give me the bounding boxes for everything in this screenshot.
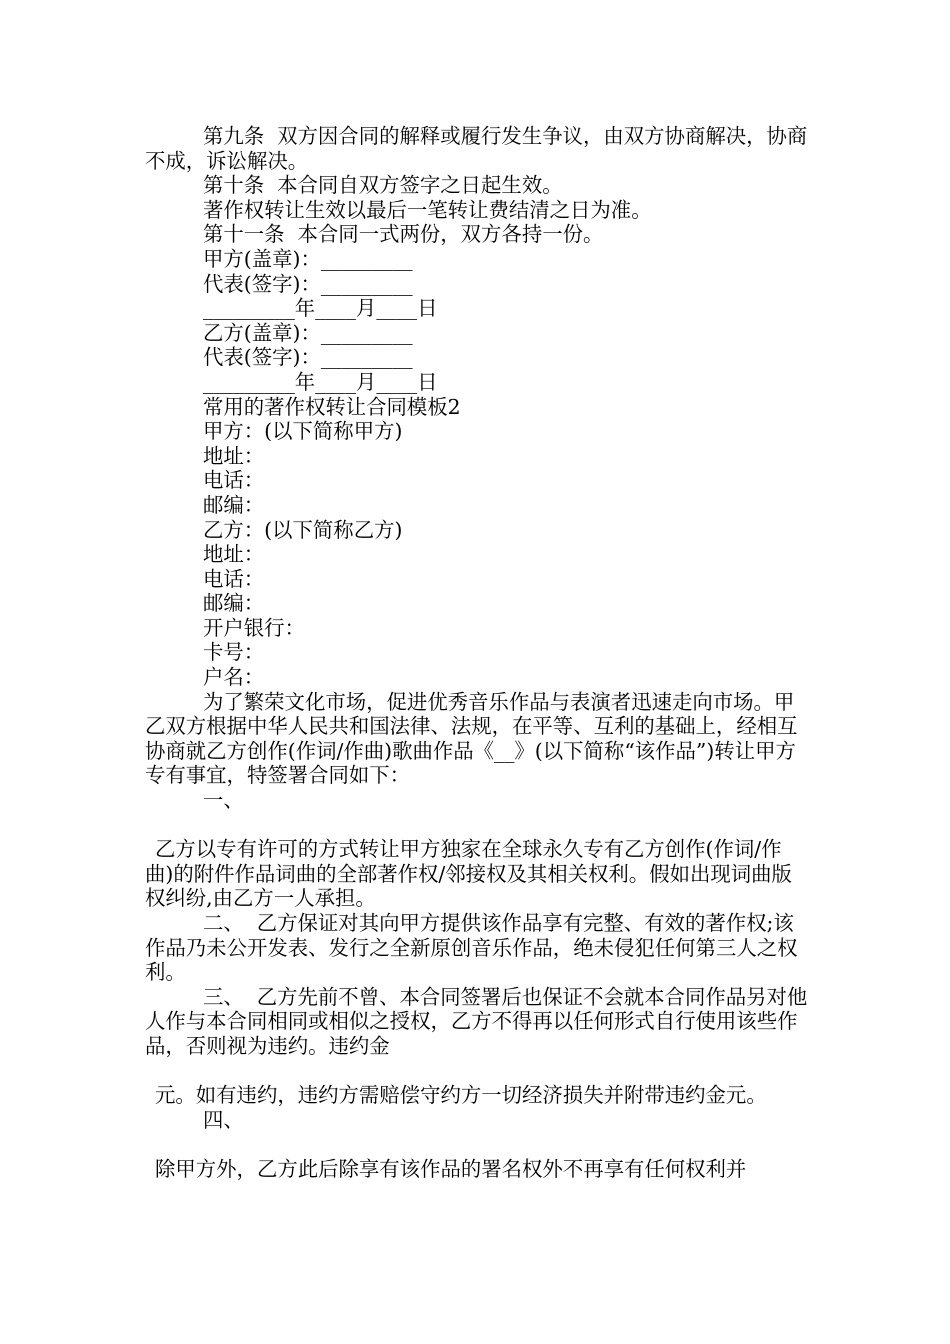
card-number-field: 卡号：: [203, 640, 265, 665]
party-a-address: 地址：: [203, 443, 265, 468]
article-9: 第九条 双方因合同的解释或履行发生争议，由双方协商解决，协商不成，诉讼解决。: [145, 124, 808, 173]
spacer: [145, 813, 809, 838]
clause-3-continuation: 元。如有违约，违约方需赔偿守约方一切经济损失并附带违约金元。: [155, 1083, 767, 1108]
party-b-heading: 乙方：(以下简称乙方): [203, 517, 403, 542]
clause-3: 三、 乙方先前不曾、本合同签署后也保证不会就本合同作品另对他人作与本合同相同或相似之授权，乙方不得再以任何形式自行使用该些作品，否则视为违约。违约金: [145, 984, 808, 1058]
clause-4-body: 除甲方外，乙方此后除享有该作品的署名权外不再享有任何权利并: [155, 1156, 747, 1181]
spacer: [145, 1132, 809, 1157]
party-a-date-line: _________年____月____日: [203, 296, 438, 321]
party-a-seal-line: 甲方(盖章)：_________: [203, 246, 413, 271]
article-10: 第十条 本合同自双方签字之日起生效。: [203, 173, 563, 198]
party-a-phone: 电话：: [203, 468, 265, 493]
clause-2: 二、 乙方保证对其向甲方提供该作品享有完整、有效的著作权;该作品乃未公开发表、发行之全新原创音乐作品，绝未侵犯任何第三人之权利。: [145, 911, 798, 985]
effective-date-clause: 著作权转让生效以最后一笔转让费结清之日为准。: [203, 197, 652, 222]
article-11: 第十一条 本合同一式两份，双方各持一份。: [203, 222, 604, 247]
clause-1-number: 一、: [203, 788, 244, 813]
spacer: [145, 1059, 809, 1084]
party-b-seal-line: 乙方(盖章)：_________: [203, 320, 413, 345]
preamble-paragraph: 为了繁荣文化市场，促进优秀音乐作品与表演者迅速走向市场。甲乙双方根据中华人民共和国法律、法规，在平等、互利的基础上，经相互协商就乙方创作(作词/作曲)歌曲作品《__》(以下简称“该作品”)转让甲方专有事宜，特签署合同如下：: [145, 689, 798, 788]
bank-field: 开户银行：: [203, 615, 305, 640]
party-a-heading: 甲方：(以下简称甲方): [203, 419, 403, 444]
template-2-title: 常用的著作权转让合同模板2: [203, 394, 461, 419]
party-a-postcode: 邮编：: [203, 492, 265, 517]
party-b-phone: 电话：: [203, 566, 265, 591]
account-name-field: 户名：: [203, 665, 265, 690]
document-body: [145, 124, 809, 1182]
party-a-representative-line: 代表(签字)：_________: [203, 271, 413, 296]
clause-4-number: 四、: [203, 1107, 244, 1132]
party-b-representative-line: 代表(签字)：_________: [203, 345, 413, 370]
party-b-address: 地址：: [203, 542, 265, 567]
clause-1-body: 乙方以专有许可的方式转让甲方独家在全球永久专有乙方创作(作词/作曲)的附件作品词曲的全部著作权/邻接权及其相关权利。假如出现词曲版权纠纷,由乙方一人承担。: [145, 837, 792, 911]
party-b-date-line: _________年____月____日: [203, 369, 438, 394]
party-b-postcode: 邮编：: [203, 591, 265, 616]
